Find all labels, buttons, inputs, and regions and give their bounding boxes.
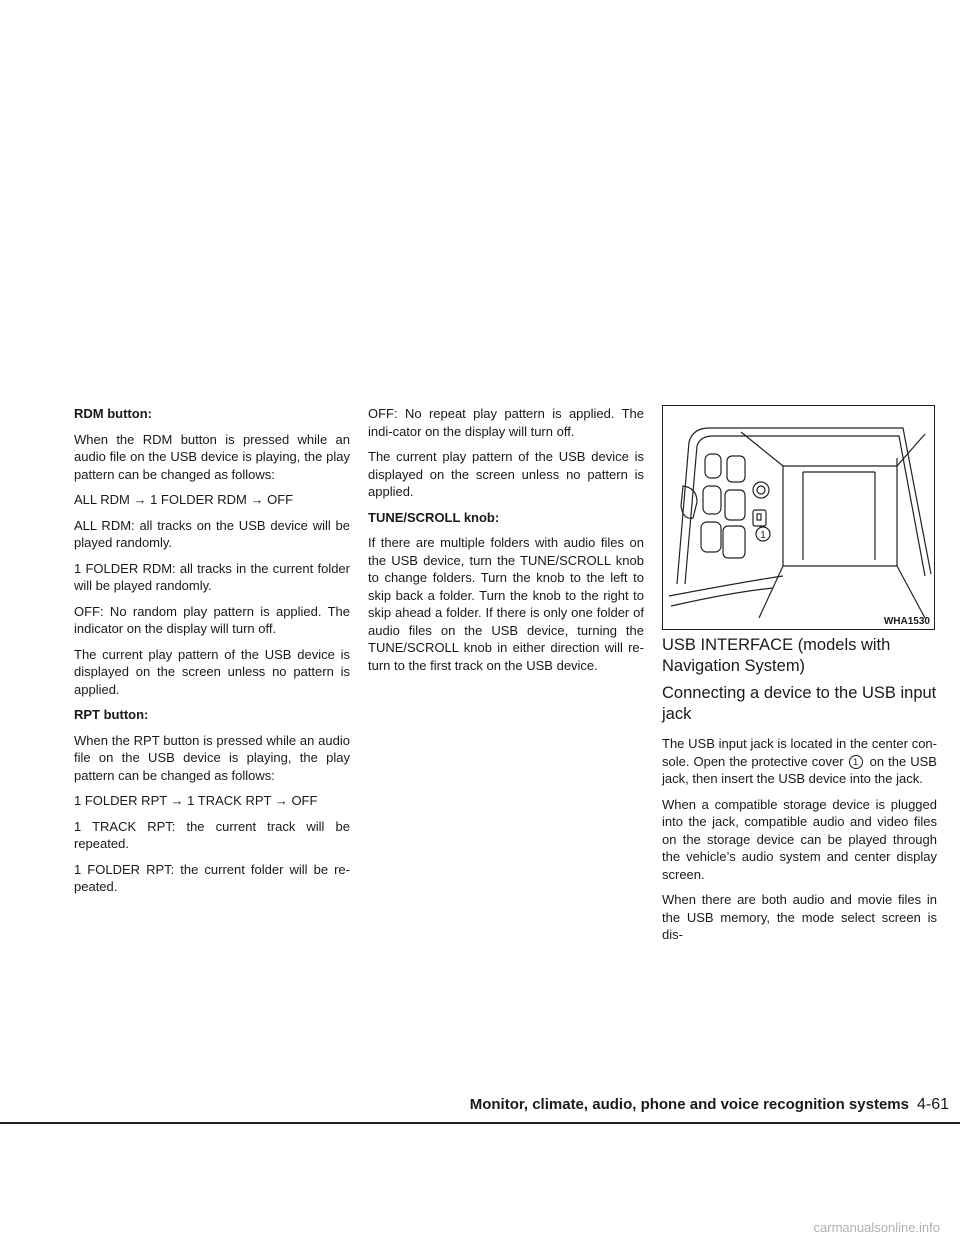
right-column [662, 635, 937, 952]
rpt-intro-paragraph: When the RPT button is pressed while an audio file on the USB device is playing, the play pattern can be changed as follows: [74, 732, 350, 783]
usb-interface-heading: USB INTERFACE (models with Navigation System) [662, 636, 891, 675]
rdm-sequence: ALL RDM → 1 FOLDER RDM → OFF [74, 492, 294, 507]
rdm-button-heading: RDM button: [74, 406, 152, 421]
page-number: 4-61 [916, 1096, 949, 1113]
footer-rule [0, 1122, 960, 1124]
mode-select-paragraph: When there are both audio and movie files in the USB memory, the mode select screen is dis- [662, 892, 937, 942]
page-footer [0, 1096, 949, 1114]
rpt-current-paragraph: The current play pattern of the USB device is displayed on the screen unless no pattern is applied. [368, 449, 644, 499]
rdm-off-paragraph: OFF: No random play pattern is applied. The indicator on the display will turn off. [74, 603, 350, 636]
rpt-folder-paragraph: 1 FOLDER RPT: the current folder will be re-peated. [74, 861, 350, 894]
left-column [74, 405, 350, 904]
usb-location-paragraph [662, 735, 937, 788]
compatible-device-paragraph: When a compatible storage device is plugged into the jack, compatible audio and video files on the storage device can be played through the vehicle’s audio system and center display screen. [662, 796, 937, 882]
rdm-current-paragraph: The current play pattern of the USB device is displayed on the screen unless no pattern is applied. [74, 646, 350, 697]
rdm-intro-paragraph: When the RDM button is pressed while an audio file on the USB device is playing, the play pattern can be changed as follows: [74, 431, 350, 482]
console-drawing [663, 406, 936, 631]
rpt-track-paragraph: 1 TRACK RPT: the current track will be repeated. [74, 818, 350, 851]
middle-column [368, 405, 644, 682]
footer-section-title: Monitor, climate, audio, phone and voice recognition systems [469, 1096, 909, 1113]
rpt-button-heading: RPT button: [74, 707, 149, 722]
usb-location-text-before: The USB input jack is located in the center con-sole. Open the protective cover [662, 736, 937, 769]
rpt-sequence: 1 FOLDER RPT → 1 TRACK RPT → OFF [74, 793, 318, 808]
callout-1-icon: 1 [849, 755, 863, 769]
watermark: carmanualsonline.info [813, 1220, 940, 1235]
figure-code: WHA1530 [883, 616, 930, 627]
connecting-device-heading: Connecting a device to the USB input jack [662, 684, 937, 723]
usb-location-text-after: on the USB jack, then insert the USB device into the jack. [662, 753, 937, 786]
figure-callout-1: 1 [760, 530, 766, 541]
rdm-folder-paragraph: 1 FOLDER RDM: all tracks in the current folder will be played randomly. [74, 560, 350, 593]
tune-scroll-paragraph: If there are multiple folders with audio files on the USB device, turn the TUNE/SCROLL knob to change folders. Turn the knob to the left to skip back a folder. Turn the knob to the right to skip ahead a folder. If there is only one folder of audio files on the USB device, turning the TUNE/SCROLL knob in either direction will re-turn to the first track on the USB device. [368, 535, 644, 673]
rdm-all-paragraph: ALL RDM: all tracks on the USB device will be played randomly. [74, 517, 350, 550]
tune-scroll-heading: TUNE/SCROLL knob: [368, 509, 500, 525]
usb-jack-illustration [662, 405, 935, 630]
rpt-off-paragraph: OFF: No repeat play pattern is applied. The indi-cator on the display will turn off. [368, 406, 644, 439]
